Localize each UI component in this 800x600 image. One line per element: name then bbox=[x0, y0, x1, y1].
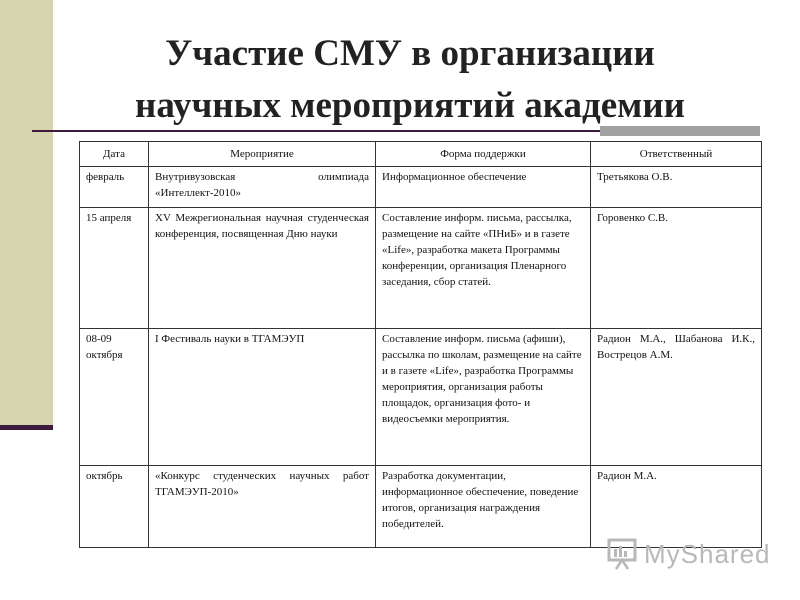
table-row bbox=[80, 167, 762, 208]
table-row bbox=[80, 329, 762, 466]
cell-responsible: Радион М.А. bbox=[591, 466, 762, 548]
header-event: Мероприятие bbox=[149, 142, 376, 167]
watermark-text: MyShared bbox=[644, 539, 771, 569]
cell-date: 08-09 октября bbox=[80, 329, 149, 466]
title-divider bbox=[32, 130, 600, 132]
header-responsible: Ответственный bbox=[591, 142, 762, 167]
header-date: Дата bbox=[80, 142, 149, 167]
title-divider-block bbox=[600, 126, 760, 136]
cell-responsible: Третьякова О.В. bbox=[591, 167, 762, 208]
slide-title-line2: научных мероприятий академии bbox=[135, 85, 685, 126]
cell-support: Информационное обеспечение bbox=[376, 167, 591, 208]
table-row bbox=[80, 208, 762, 329]
cell-support: Составление информ. письма, рассылка, размещение на сайте «ПНиБ» и в газете «Life», разработка макета Программы конференции, организация Пленарного заседания, сбор статей. bbox=[376, 208, 591, 329]
cell-event: «Конкурс студенческих научных работ ТГАМЭУП-2010» bbox=[149, 466, 376, 548]
table-row bbox=[80, 466, 762, 548]
cell-event: Внутривузовская олимпиада «Интеллект-2010» bbox=[149, 167, 376, 208]
cell-date: 15 апреля bbox=[80, 208, 149, 329]
table-header-row bbox=[80, 142, 762, 167]
events-table bbox=[79, 141, 762, 548]
cell-event: I Фестиваль науки в ТГАМЭУП bbox=[149, 329, 376, 466]
slide-title bbox=[60, 28, 760, 132]
cell-event: XV Межрегиональная научная студенческая конференция, посвященная Дню науки bbox=[149, 208, 376, 329]
cell-responsible: Горовенко С.В. bbox=[591, 208, 762, 329]
slide-title-line1: Участие СМУ в организации bbox=[165, 33, 655, 74]
cell-support: Разработка документации, информационное обеспечение, поведение итогов, организация награждения победителей. bbox=[376, 466, 591, 548]
decorative-side-line bbox=[0, 425, 53, 430]
cell-date: октябрь bbox=[80, 466, 149, 548]
decorative-side-band bbox=[0, 0, 53, 425]
watermark bbox=[606, 537, 771, 573]
cell-date: февраль bbox=[80, 167, 149, 208]
cell-support: Составление информ. письма (афиши), рассылка по школам, размещение на сайте и в газете «Life», разработка Программы мероприятия, организация работы площадок, организация фото- и видеосъемки мероприятия. bbox=[376, 329, 591, 466]
header-support: Форма поддержки bbox=[376, 142, 591, 167]
cell-responsible: Радион М.А., Шабанова И.К., Вострецов А.М. bbox=[591, 329, 762, 466]
presentation-board-icon bbox=[606, 537, 640, 571]
